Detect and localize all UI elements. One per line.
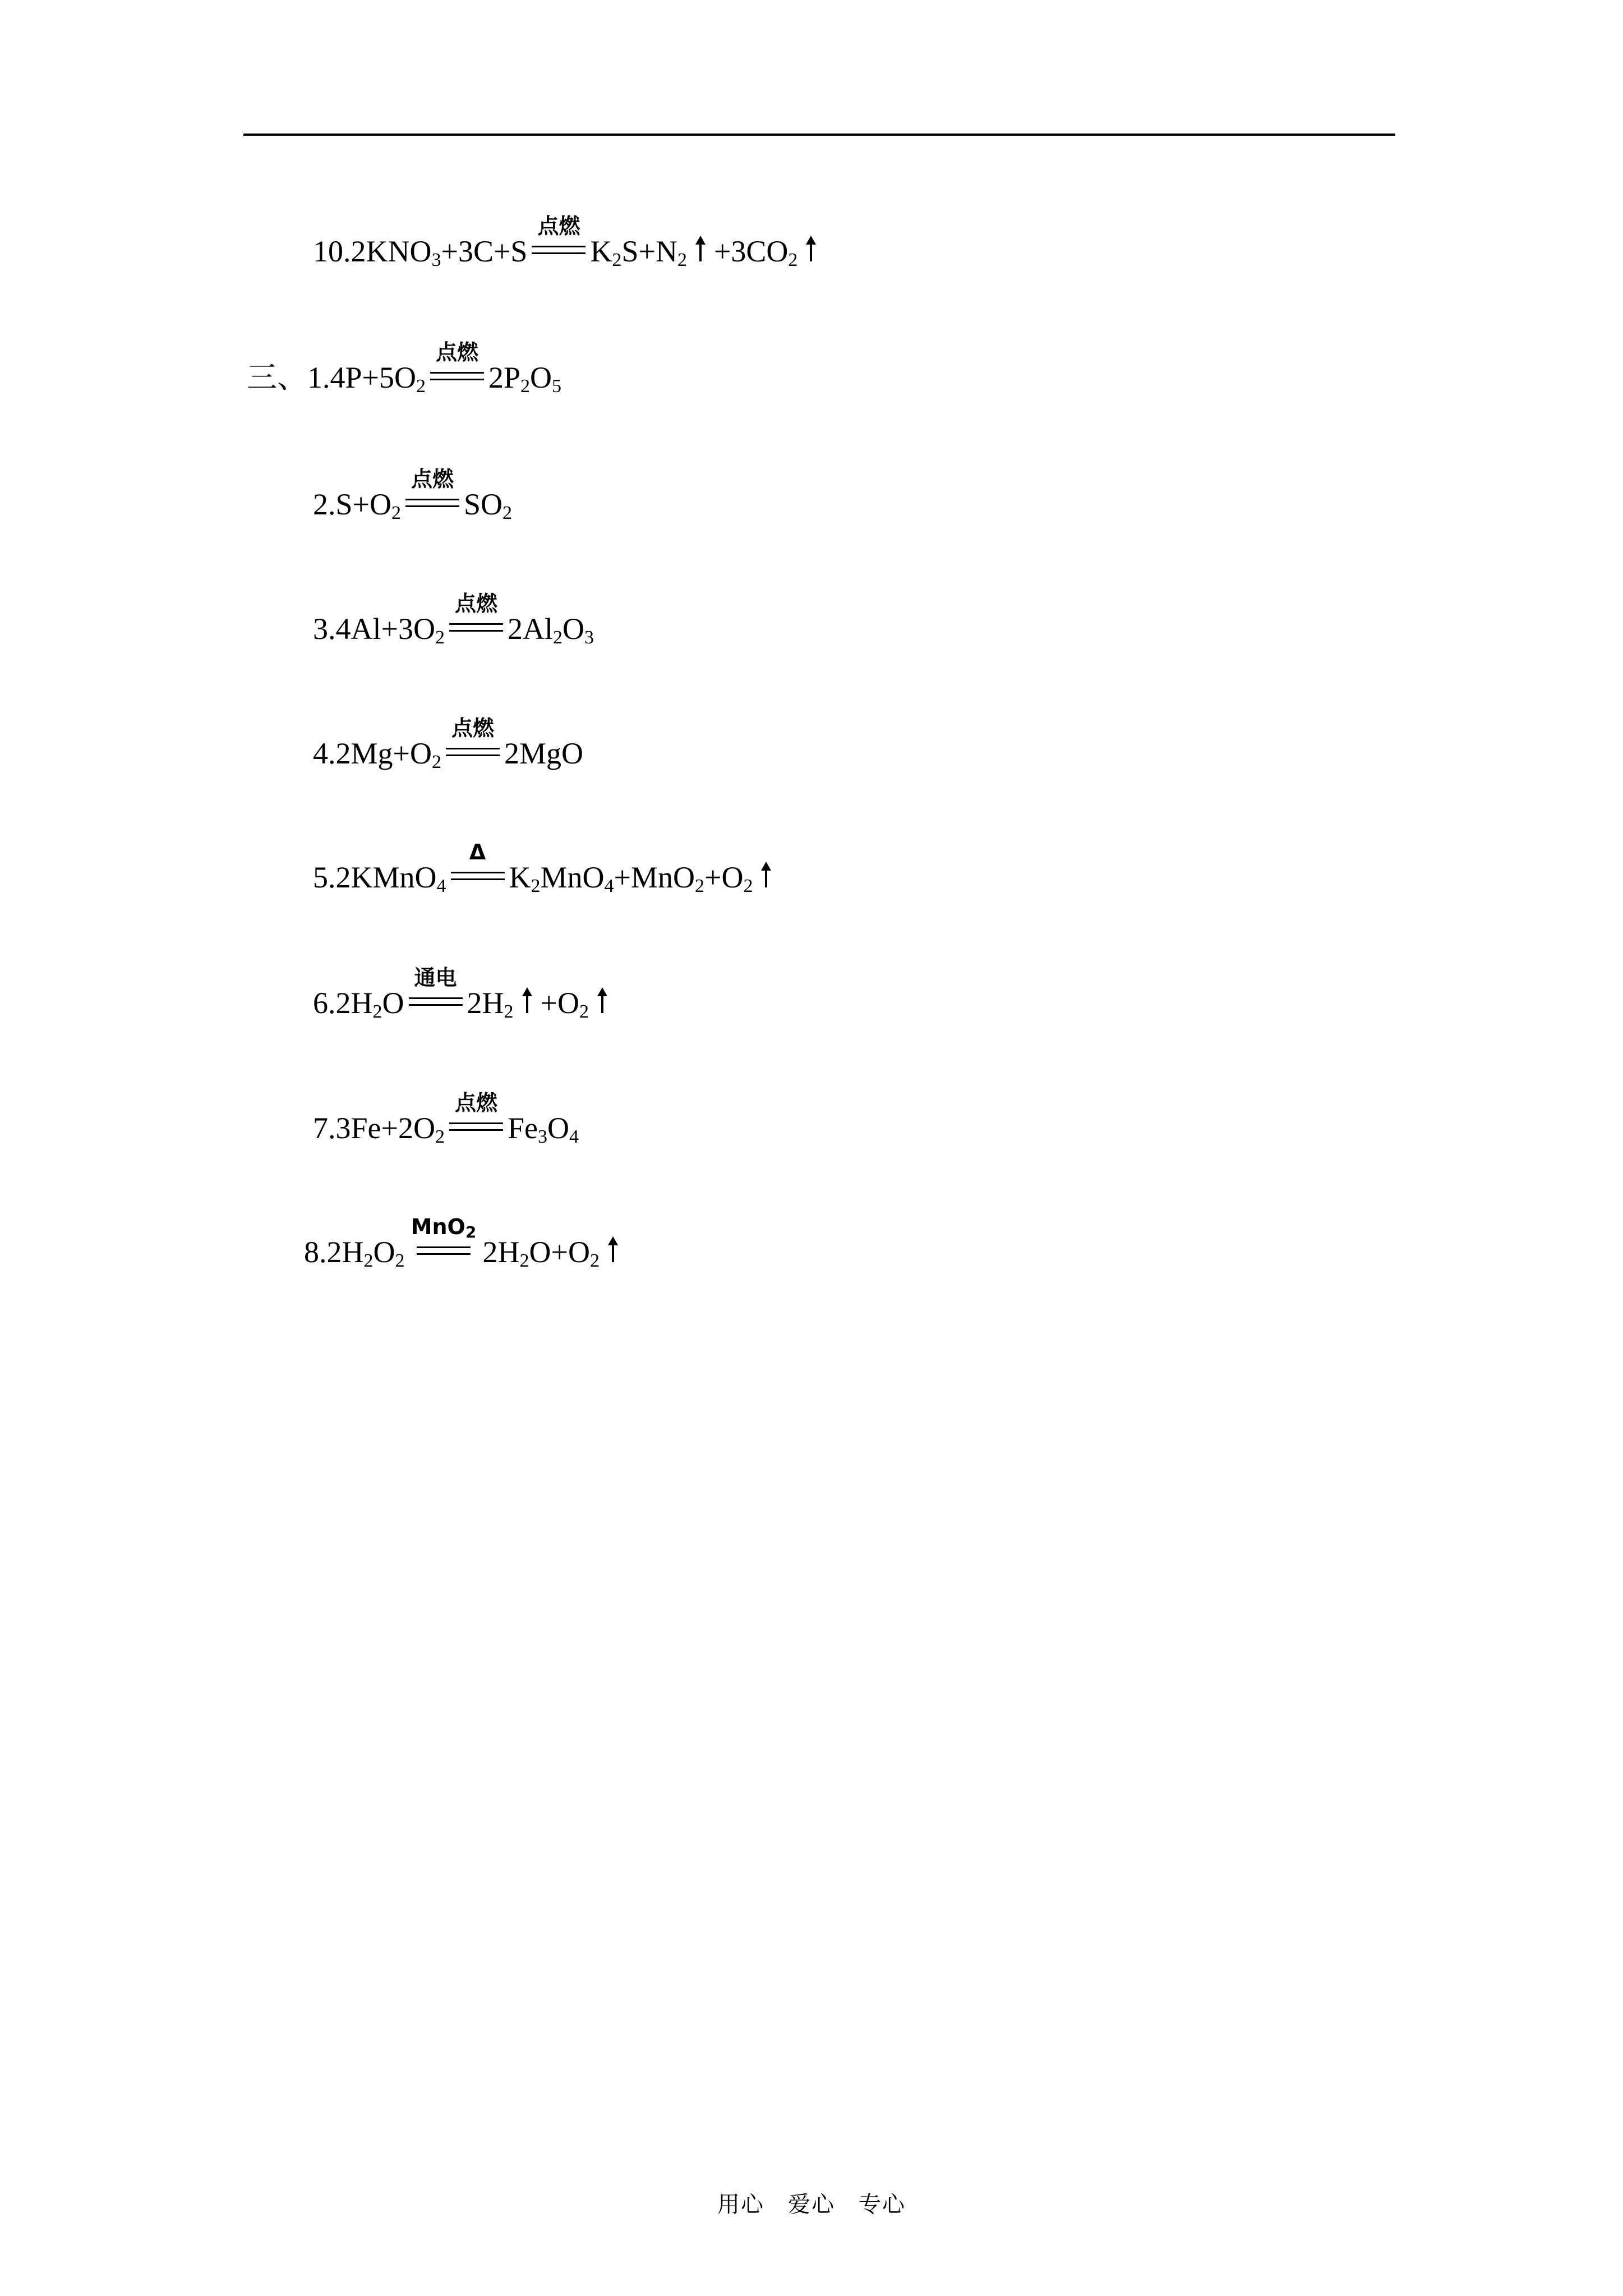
equation-6: $6.2H_2O$ 通电 $2H_2 +O_2$ bbox=[313, 987, 616, 1018]
up-arrow-icon bbox=[603, 1236, 623, 1263]
equation-1: 三、$1.4P+5O_2$ 点燃 $2P_2O_5$ bbox=[247, 340, 562, 397]
header-rule bbox=[243, 134, 1395, 136]
equation-5: 5.2KMnO$_4$ Δ $K_2MnO_4+MnO_2+O_2$ bbox=[313, 862, 780, 892]
up-arrow-icon bbox=[690, 236, 711, 263]
up-arrow-icon bbox=[517, 987, 537, 1014]
reaction-condition: 点燃 bbox=[430, 369, 484, 388]
equation-number: 2. bbox=[313, 487, 336, 521]
equation-3: $3.4Al+3O_2$ 点燃 $2Al_2O_3$ bbox=[313, 591, 594, 648]
up-arrow-icon bbox=[592, 987, 612, 1014]
up-arrow-icon bbox=[756, 862, 776, 889]
equation-8: $8.2H_2O_2$ MnO$_2$ $2H_2O+O_2$ bbox=[304, 1236, 626, 1267]
page-footer: 用心 爱心 专心 bbox=[717, 2192, 906, 2217]
equation-number: 4. bbox=[313, 737, 336, 770]
equation-10: $10.2KNO_3+3C+S$ 点燃 $K_2S+N_2 +3CO_2$ bbox=[313, 236, 824, 266]
reaction-condition: 点燃 bbox=[532, 242, 585, 261]
section-prefix: 三、 bbox=[247, 360, 307, 395]
equation-2: $2.S+O_2$ 点燃 $SO_2$ bbox=[313, 467, 513, 523]
equation-number: 5. bbox=[313, 861, 336, 894]
reaction-condition: 点燃 bbox=[405, 495, 459, 514]
equation-number: 6. bbox=[313, 986, 336, 1020]
equation-4: $4.2Mg+O_2$ 点燃 2MgO bbox=[313, 716, 583, 772]
up-arrow-icon bbox=[801, 236, 821, 263]
reaction-condition: 点燃 bbox=[449, 620, 503, 639]
reaction-condition: 点燃 bbox=[449, 1119, 503, 1138]
reaction-condition: MnO$_2$ bbox=[417, 1243, 471, 1262]
reaction-condition: 通电 bbox=[409, 994, 463, 1013]
equation-number: 8. bbox=[304, 1235, 327, 1269]
equation-number: 1. bbox=[307, 361, 330, 394]
equation-number: 10. bbox=[313, 234, 351, 268]
reaction-condition: Δ bbox=[451, 868, 505, 887]
equation-7: $7.3Fe+2O_2$ 点燃 $Fe_3O_4$ bbox=[313, 1091, 579, 1147]
equation-number: 3. bbox=[313, 612, 336, 646]
equation-number: 7. bbox=[313, 1111, 336, 1145]
reaction-condition: 点燃 bbox=[446, 744, 500, 763]
